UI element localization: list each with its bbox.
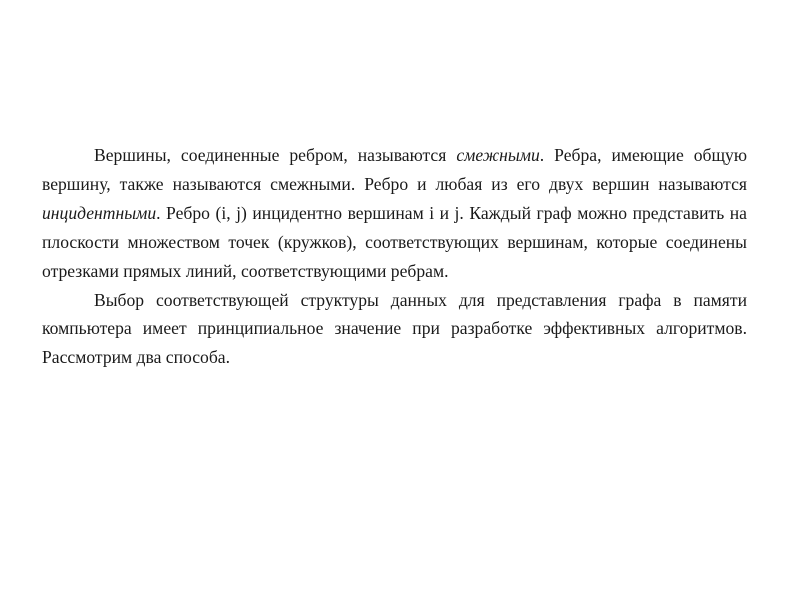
- paragraph-text: . Ребра, имеющие общую вершину, также называются смежными. Ребро и любая из его двух вершин называются: [42, 145, 747, 194]
- paragraph-definitions: [42, 141, 747, 286]
- paragraph-text: Вершины, соединенные ребром, называются: [94, 145, 457, 165]
- paragraph-text: . Ребро (i, j) инцидентно вершинам i и j. Каждый граф можно представить на плоскости множеством точек (кружков), соответствующих вершинам, которые соединены отрезками прямых линий, соответствующими ребрам.: [42, 202, 747, 281]
- paragraph-data-structures: Выбор соответствующей структуры данных для представления графа в памяти компьютера имеет принципиальное значение при разработке эффективных алгоритмов. Рассмотрим два способа.: [42, 289, 747, 368]
- term-adjacent: смежными: [456, 145, 540, 165]
- body-text: [42, 141, 747, 372]
- term-incident: инцидентными: [42, 202, 157, 223]
